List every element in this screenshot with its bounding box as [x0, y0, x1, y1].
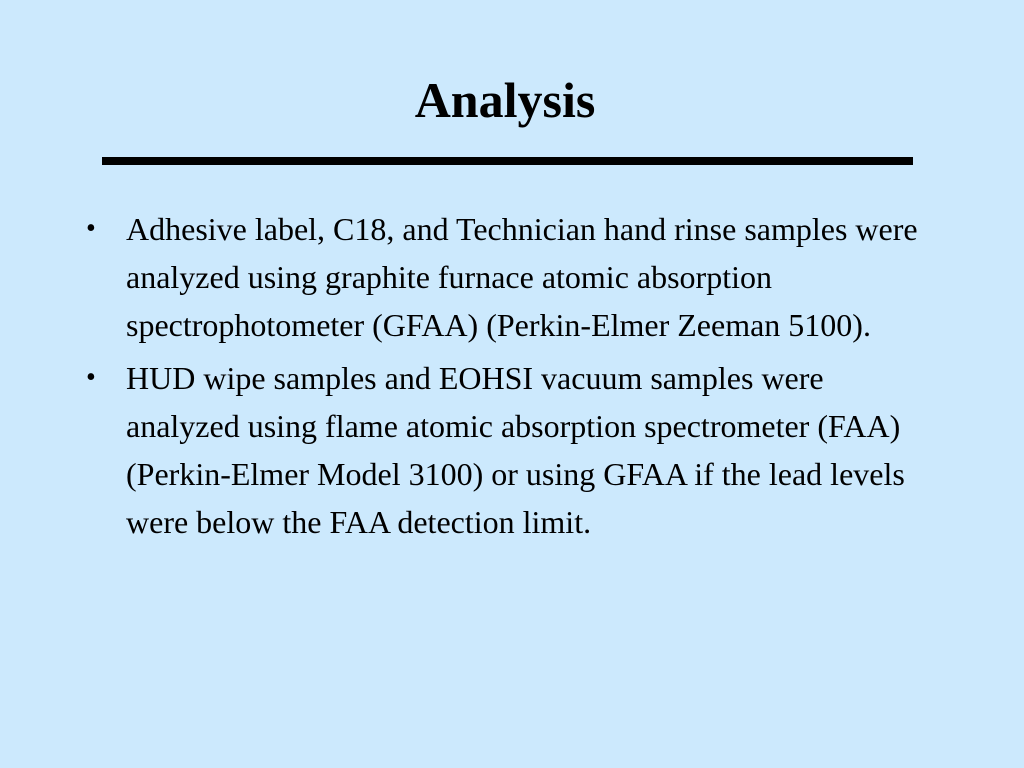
slide-title: Analysis — [414, 72, 596, 128]
title-underline — [102, 157, 913, 165]
bullet-dot-icon: • — [86, 362, 96, 393]
bullet-item — [82, 205, 932, 349]
bullet-item — [82, 354, 932, 546]
bullet-list — [82, 205, 932, 546]
bullet-dot-icon: • — [86, 213, 96, 244]
bullet-text: HUD wipe samples and EOHSI vacuum samples were analyzed using flame atomic absorption spectrometer (FAA) (Perkin-Elmer Model 3100) or using GFAA if the lead levels were below the FAA detection limit. — [126, 360, 905, 540]
bullet-text: Adhesive label, C18, and Technician hand rinse samples were analyzed using graphite furnace atomic absorption spectrophotometer (GFAA) (Perkin-Elmer Zeeman 5100). — [126, 211, 918, 343]
